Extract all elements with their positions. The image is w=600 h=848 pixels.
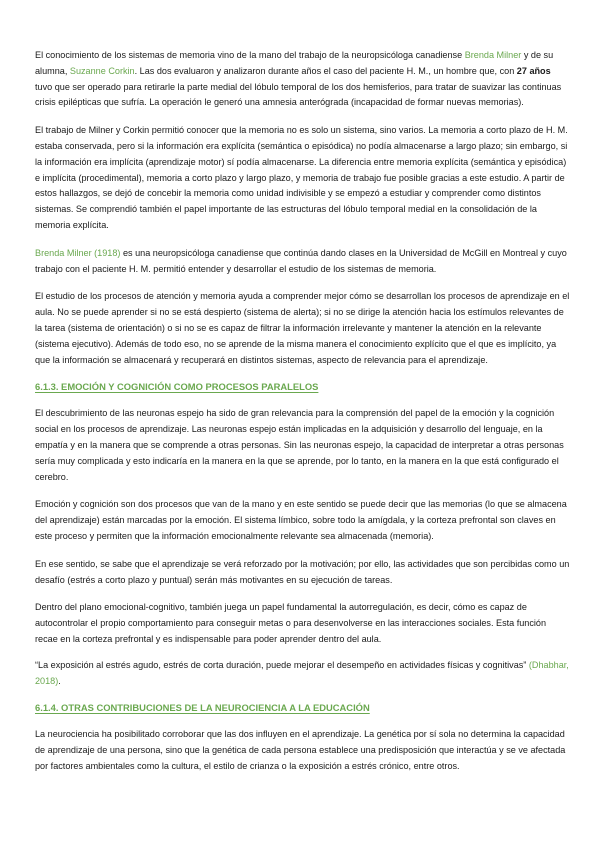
section-heading-other-contributions: 6.1.4. OTRAS CONTRIBUCIONES DE LA NEUROCIENCIA A LA EDUCACIÓN	[35, 702, 370, 714]
text-span: tuvo que ser operado para retirarle la parte medial del lóbulo temporal de los dos hemisferios, para tratar de suavizar las continuas crisis epilépticas que sufría. La operación le generó una amnesia anterógrada (incapacidad de formar nuevas memorias).	[35, 81, 562, 108]
paragraph-milner-corkin-work: El trabajo de Milner y Corkin permitió conocer que la memoria no es solo un sistema, sino varios. La memoria a corto plazo de H. M. estaba conservada, pero si la información era explícita (semántica o episódica) no podía almacenarse a largo plazo; sin embargo, si la información era implícita (aprendizaje motor) sí podía almacenarse. La diferencia entre memoria explícita (semántica y episódica) e implícita (procedimental), memoria a corto plazo y largo plazo, y memoria de trabajo fue posible gracias a este estudio. A partir de estos hallazgos, se dejó de concebir la memoria como unidad indivisible y se empezó a estudiar y comprender como distintos sistemas. Se comprendió también el papel importante de las estructuras del lóbulo temporal medial en la consolidación de la memoria explícita.	[35, 125, 568, 230]
text-span: .	[58, 675, 61, 686]
citation-dhabhar: (Dhabhar, 2018)	[35, 659, 569, 686]
paragraph-attention-memory: El estudio de los procesos de atención y memoria ayuda a comprender mejor cómo se desarrollan los procesos de aprendizaje en el aula. No se puede aprender si no se está despierto (sistema de alerta); si no se dirige la atención hacia los estímulos relevantes de la tarea (sistema de orientación) o si no se es capaz de filtrar la información irrelevante y mantener la atención en la relevante (sistema ejecutivo). Además de todo eso, no se aprende de la misma manera el conocimiento explícito que el que es implícito, ya que la información se almacenará y recuperará en distintos sistemas, aspecto de relevancia para el aprendizaje.	[35, 291, 570, 365]
paragraph-genetics-environment: La neurociencia ha posibilitado corroborar que las dos influyen en el aprendizaje. La genética por sí sola no determina la capacidad de aprendizaje de una persona, sino que la genética de cada persona establece una predisposición que interactúa y se ve afectada por factores ambientales como la cultura, el estilo de crianza o la exposición a estrés crónico, entre otros.	[35, 729, 566, 771]
paragraph-brenda-milner-note	[35, 246, 570, 278]
quote-acute-stress	[35, 658, 570, 690]
text-span: El conocimiento de los sistemas de memoria vino de la mano del trabajo de la neuropsicóloga canadiense	[35, 50, 465, 60]
paragraph-memory-systems-origin	[35, 48, 570, 111]
name-suzanne-corkin: Suzanne Corkin	[69, 65, 135, 76]
text-span: . Las dos evaluaron y analizaron durante años el caso del paciente H. M., un hombre que, con	[134, 65, 517, 76]
paragraph-motivation: En ese sentido, se sabe que el aprendizaje se verá reforzado por la motivación; por ello, las actividades que son percibidas como un desafío (estrés a corto plazo y puntual) serán más motivantes en su ejecución de tareas.	[35, 558, 570, 585]
paragraph-self-regulation: Dentro del plano emocional-cognitivo, también juega un papel fundamental la autorregulación, es decir, cómo es capaz de autocontrolar el propio comportamiento para conseguir metas o para desenvolverse en las interacciones sociales. Esta función recae en la corteza prefrontal y es indispensable para poder aprender dentro del aula.	[35, 602, 547, 644]
age-highlight: 27 años	[516, 65, 551, 76]
text-span: es una neuropsicóloga canadiense que continúa dando clases en la Universidad de McGill en Montreal y cuyo trabajo con el paciente H. M. permitió entender y desarrollar el estudio de los sistemas de memoria.	[35, 247, 567, 274]
quote-text: “La exposición al estrés agudo, estrés de corta duración, puede mejorar el desempeño en actividades físicas y cognitivas”	[35, 659, 529, 670]
name-brenda-milner: Brenda Milner	[464, 50, 522, 60]
paragraph-emotion-cognition: Emoción y cognición son dos procesos que van de la mano y en este sentido se puede decir que las memorias (lo que se almacena del aprendizaje) están marcadas por la emoción. El sistema límbico, sobre todo la amígdala, y la corteza prefrontal son claves en este proceso y permiten que la información emocionalmente relevante sea almacenada (memoria).	[35, 499, 567, 541]
citation-brenda-milner: Brenda Milner (1918)	[35, 247, 121, 258]
paragraph-mirror-neurons: El descubrimiento de las neuronas espejo ha sido de gran relevancia para la comprensión del papel de la emoción y la cognición social en los procesos de aprendizaje. Las neuronas espejo están implicadas en la adquisición y desarrollo del lenguaje, en la empatía y en la manera que se comprende a otras personas. Sin las neuronas espejo, la capacidad de interpretar a otras personas sería muy complicada y esto indicaría en la manera en la que se aprende, por lo tanto, en la manera en la que está configurado el cerebro.	[35, 408, 564, 482]
text-span: y de su alumna,	[35, 50, 554, 76]
section-heading-emotion-cognition: 6.1.3. EMOCIÓN Y COGNICIÓN COMO PROCESOS PARALELOS	[35, 381, 319, 393]
